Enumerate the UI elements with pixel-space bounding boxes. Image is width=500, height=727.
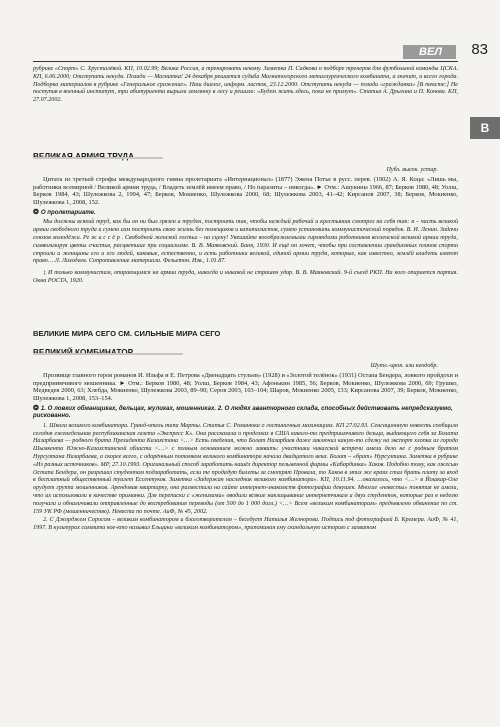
page-number: 83 xyxy=(471,41,488,58)
entry-example: Мы должны всякий труд, как бы он ни был грязен и труден, построить так, чтобы каждый рабочий и крестьянин смотрел на себя так: я – часть великой армии свободного труда и сумею сам построить свою жизнь без помещиков и капиталистов, сумею установить коммунистический порядок. В. И. Ленин. Задачи союзов молодёжи. Ре ж и с с ё р . Свободной женской гостьи – на сцену! Увешайте вооображаемыми гирляндами работников вселенской великой армии труда, символизируя цветы счастья, расцветшие при социализме. В. В. Маяковский. Баня, 1930. И ещё он хочет, чтобы при составлении грандиозных планов спорта строили и женщины его и его людей, каковые, естественно, и есть работники великой, единой армии труда, которые, как известно, землёй владеть имеют право… Л. Лиходеев. Сопротивление материала. Фельетон. Изв., 1.01.87. xyxy=(33,219,458,265)
intro-block xyxy=(33,66,458,105)
intro-text: рубрике «Спорт» С. Хрусталёвой. КП, 10.02.99; Велика Россия, а тренировать некому. Заметка П. Садкова о подборе тренеров для футбольной команды ЦСКА. КП, 6.06.2000; Отступать некуда. Позади — Магнитка! 24 декабря решается судьба Магнитогорского металлургического комбината, а значит, и всего города. Подборка материалов в рубрике «Генеральное сражение». Наш диалог, информ. листок, 23.12.2000. Отступать некуда — позади «гражданка» [В тексте:] Не поступив в военный институт, три абитуриента вырыли землянку в лесу и решили: «Будем жить здесь, пока не примут». Статья А. Дрыгина и П. Конова. КП, 27.07.2002. xyxy=(33,66,458,104)
entry-example: 2. С Джорджем Соросом – великим комбинатором и благотворителем – беседует Наталья Желнорова. Подпись под фотографией Б. Кремера. АиФ, № 41, 1997. В культурах саммита кое-кто называл Ельцина «великим комбинатором», припоминая ему скандальную историю с захватом xyxy=(33,517,458,532)
headword-underline xyxy=(33,353,183,355)
usage-mark: Публ. высок. устар. xyxy=(386,167,438,173)
headword-underline xyxy=(33,157,163,159)
entry-body: Прозвище главного героя романов И. Ильфа и Е. Петрова «Двенадцать стульев» (1928) и «Золотой телёнок» (1931) Остапа Бендера, ловкого пройдохи и предприимчивого мошенника. ► Отм.: Берков 1980, 48; Уолш, Берков 1984, 43; Афонькин 1985, 56; Берков, Мокиенко, Шулежкова 2000, 69; Грушко, Медведев 2000, 63; Хлебда, Мокиенко, Шулежкова 2003, 89–90; Серов 2003, 103–104; Шаров, Мокиенко 2005, 133; Кирсанова 2007, 39; Берков, Мокиенко, Шулежкова 1, 2008, 153–154. xyxy=(33,372,458,402)
entry-body: Цитата из третьей строфы международного гимна пролетариата «Интернационал» (1877) Эжена Потье в русс. перев. (1902) А. Я. Коца: «Лишь мы, работники всемирной / Великой армии труда, / Владеть землёй имеем право, / Но паразиты – никогда». ► Отм.: Ашукины 1966, 87; Берков 1980, 48; Уолш, Берков 1984, 43; Шулежкова 2, 1994, 47; Берков, Мокиенко, Шулежкова 2000, 68; Шулежкова 2003, 41–42; Кирсанов 2007, 38; Берков, Мокиенко, Шулежкова 1, 2008, 152. xyxy=(33,176,458,206)
usage-mark: Шутл.-ирон. или неодобр. xyxy=(370,363,438,369)
entry-example: 1. Школа великого комбинатора. Гранд-отель типа Марты. Статья С. Романюка о гостиничных махинациях. КП 27.02.93. Сенсационную новость сообщила сегодня еженедельная республиканская газета «Экспресс К». Она рассказала о проделках в США какого-то предприимчивого дельца, выдающего себя за Болата Назарбаева — родного брата Президента Казахстана <…> Есть сведения, что Болат Назарбаев даже заключил какую-то сделку на экспорт хлопка из города Шымкента Южно-Казахстанской области <…> с полным основанием можно заявить: участники чикагской встречи имели дело не с родным братом Нурсултана Назарбаева, а скорее всего, с одарённым потомком великого комбинатора начала двадцатого века. Болат – «брат» Нурсултана. Заметка в рубрике «Из разных источников». МР, 27.10.1993. Оригинальный способ заработать нашёл директор пельменной фирмы «Кабардинка» Хаков. Подобно тому, как лжесын Остапа Бендера, он разрешал студентам подзаработать, если те продадут билеты за смотрят Провала, то Хаков в этих же краях стал брать плату за вход в бесплатный общественный туалет Ессентуков. Заметка «Задержан наследник великого комбинатора». КП, 10.11.94. …оказалось, что <…> в Йошкар-Оле орудует группа мошенников. Арендовав квартирку, они разместили на сайте интернет-знакомств фотографии девушек. Многие «невесты» понятия не имели, что их использовали в качестве приманки. Для переписки с «женихами» оводили всякие наклицывание интернетчикам и двух студенток, которые раз в неделю получали и обналичивали отправленные до востребования переводы (от 500 до 1 000 долл.) <…> Всем «великим комбинаторам» предъявлено обвинение по ст. 159 УК РФ (мошенничество). Невеста по почте. АиФ, № 45, 2002. xyxy=(33,422,458,515)
entry-sense: ❂ 1. О ловких обманщиках, дельцах, жуликах, мошенниках. 2. О людях авантюрного склада, способных действовать непредсказуемо, рискованно. xyxy=(33,405,453,420)
sense-bullet-icon: ❂ xyxy=(33,209,39,216)
entry-sense: ❂ О пролетариате. xyxy=(33,209,96,216)
crossref-entry: ВЕЛИКИЕ МИРА СЕГО СМ. СИЛЬНЫЕ МИРА СЕГО xyxy=(33,329,221,338)
entry-velikaya-armiya-truda xyxy=(33,146,458,286)
crossref-block xyxy=(33,323,458,341)
thumb-index-tab: В xyxy=(470,117,500,139)
header-rule xyxy=(33,61,458,62)
entry-velikiy-kombinator xyxy=(33,342,458,533)
entry-example-note: ↨ И только коммунистам, опирающимся на армии труда, никогда и никакой не страшен удар. В. В. Маяковский. 9-й съезд РКП. На кого опирается партия. Окна РОСТА, 1920. xyxy=(33,270,458,284)
note-arrow-icon: ↨ xyxy=(43,270,47,277)
sense-bullet-icon: ❂ xyxy=(33,405,39,412)
running-header: ВЕЛ xyxy=(403,45,456,59)
